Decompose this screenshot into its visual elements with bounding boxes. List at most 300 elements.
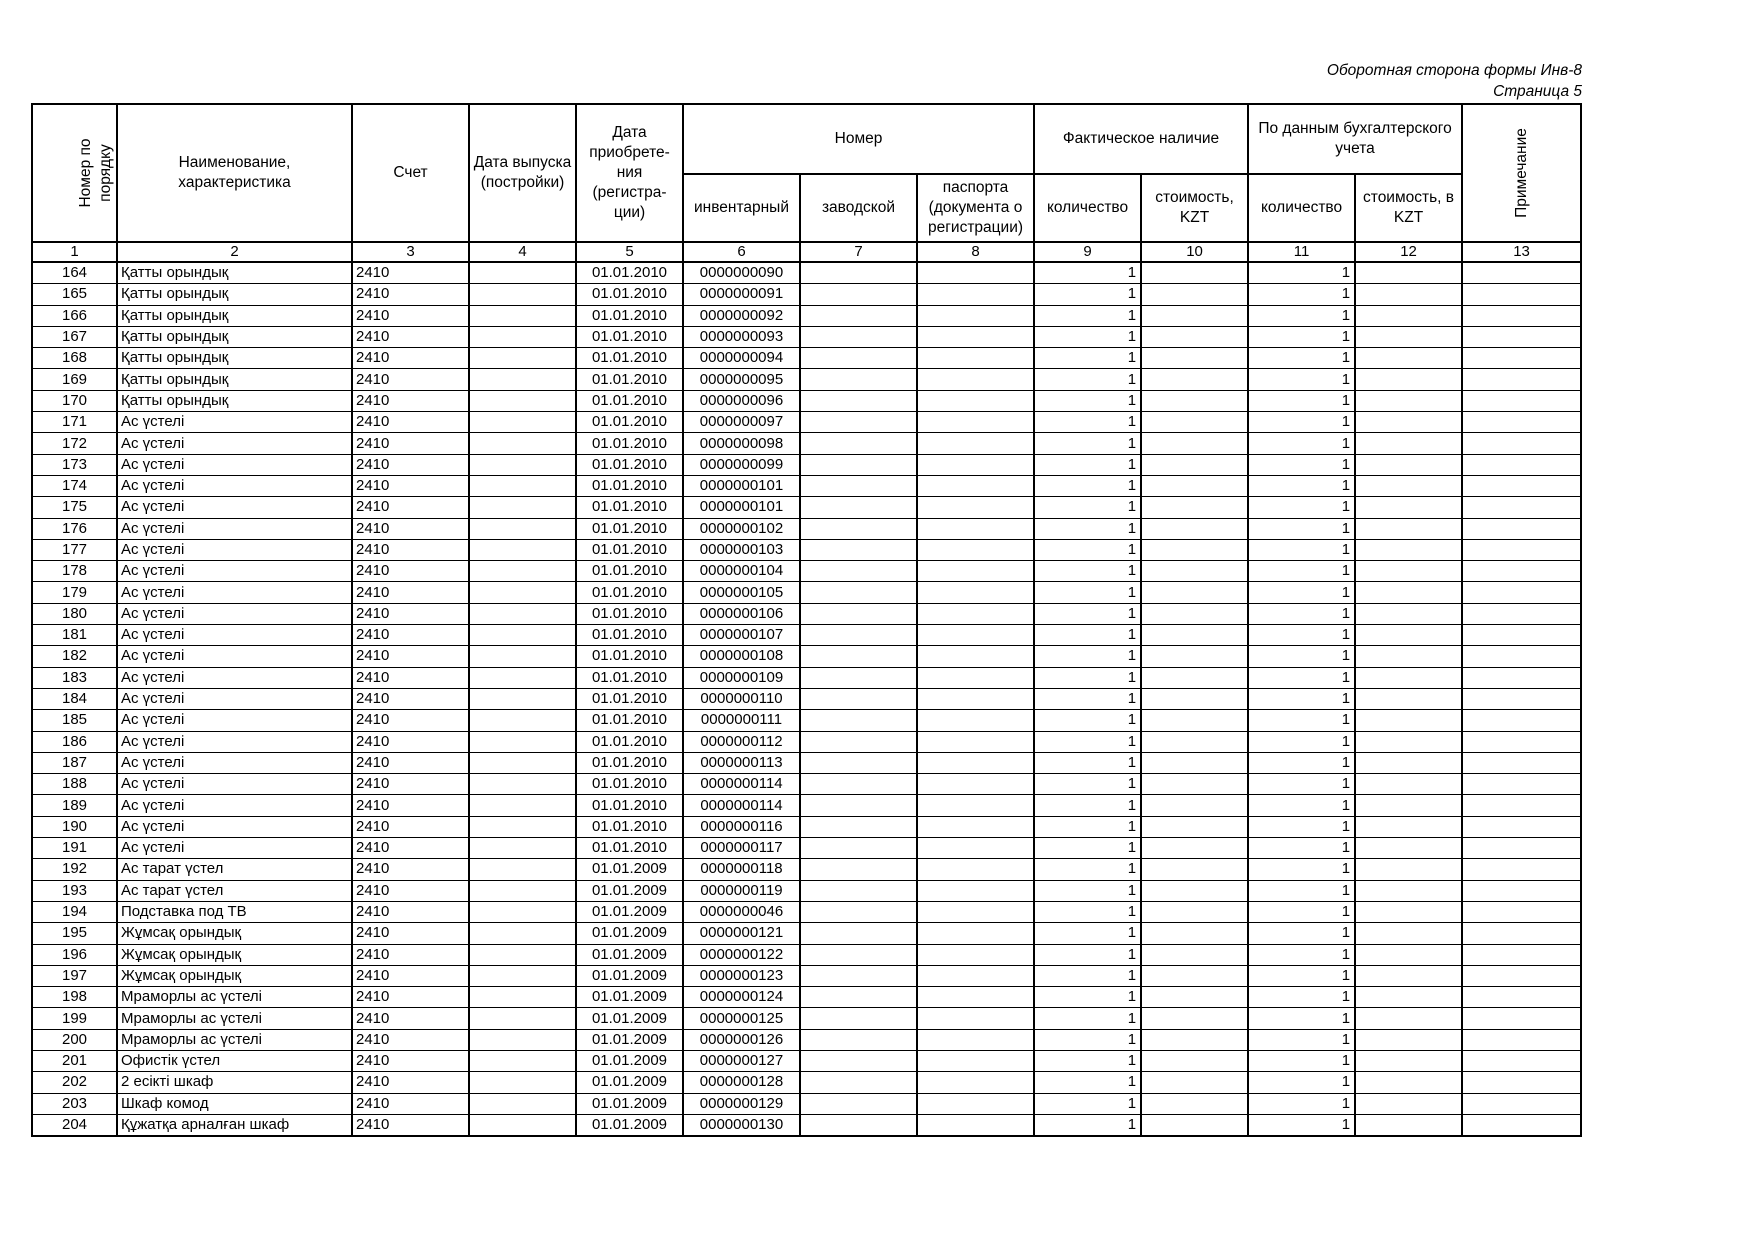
note-cell <box>1462 284 1581 305</box>
book-cost-cell <box>1355 944 1462 965</box>
book-cost-cell <box>1355 1072 1462 1093</box>
actual-qty-cell: 1 <box>1034 838 1141 859</box>
inventory-number-cell: 0000000095 <box>683 369 800 390</box>
name-cell: Ас үстелі <box>117 561 352 582</box>
actual-cost-cell <box>1141 752 1248 773</box>
name-cell: Ас үстелі <box>117 454 352 475</box>
release-date-cell <box>469 603 576 624</box>
row-number-cell: 170 <box>32 390 117 411</box>
actual-cost-cell <box>1141 646 1248 667</box>
col-header-book-cost: стоимость, в KZT <box>1355 174 1462 242</box>
name-cell: Құжатқа арналған шкаф <box>117 1114 352 1136</box>
inventory-number-cell: 0000000126 <box>683 1029 800 1050</box>
inventory-number-cell: 0000000110 <box>683 688 800 709</box>
note-cell <box>1462 987 1581 1008</box>
table-row <box>32 539 1581 560</box>
table-row <box>32 795 1581 816</box>
passport-cell <box>917 625 1034 646</box>
factory-number-cell <box>800 1008 917 1029</box>
passport-cell <box>917 1093 1034 1114</box>
table-row <box>32 284 1581 305</box>
name-cell: Шкаф комод <box>117 1093 352 1114</box>
col-header-actual-cost: стоимость, KZT <box>1141 174 1248 242</box>
factory-number-cell <box>800 1093 917 1114</box>
table-row <box>32 326 1581 347</box>
actual-cost-cell <box>1141 603 1248 624</box>
acquisition-date-cell: 01.01.2009 <box>576 1050 683 1071</box>
row-number-cell: 192 <box>32 859 117 880</box>
inventory-number-cell: 0000000119 <box>683 880 800 901</box>
passport-cell <box>917 412 1034 433</box>
book-cost-cell <box>1355 518 1462 539</box>
release-date-cell <box>469 497 576 518</box>
actual-qty-cell: 1 <box>1034 1029 1141 1050</box>
name-cell: Ас үстелі <box>117 518 352 539</box>
release-date-cell <box>469 816 576 837</box>
inventory-number-cell: 0000000124 <box>683 987 800 1008</box>
book-qty-cell: 1 <box>1248 774 1355 795</box>
book-qty-cell: 1 <box>1248 582 1355 603</box>
name-cell: Ас үстелі <box>117 433 352 454</box>
actual-cost-cell <box>1141 497 1248 518</box>
factory-number-cell <box>800 539 917 560</box>
note-cell <box>1462 348 1581 369</box>
book-cost-cell <box>1355 838 1462 859</box>
row-number-cell: 166 <box>32 305 117 326</box>
book-cost-cell <box>1355 667 1462 688</box>
table-row <box>32 390 1581 411</box>
book-qty-cell: 1 <box>1248 1050 1355 1071</box>
passport-cell <box>917 582 1034 603</box>
actual-cost-cell <box>1141 561 1248 582</box>
book-cost-cell <box>1355 582 1462 603</box>
note-cell <box>1462 646 1581 667</box>
release-date-cell <box>469 1008 576 1029</box>
factory-number-cell <box>800 987 917 1008</box>
account-cell: 2410 <box>352 646 469 667</box>
factory-number-cell <box>800 795 917 816</box>
actual-cost-cell <box>1141 923 1248 944</box>
book-cost-cell <box>1355 1114 1462 1136</box>
book-cost-cell <box>1355 348 1462 369</box>
actual-cost-cell <box>1141 284 1248 305</box>
note-cell <box>1462 965 1581 986</box>
inventory-number-cell: 0000000096 <box>683 390 800 411</box>
table-row <box>32 774 1581 795</box>
inventory-number-cell: 0000000098 <box>683 433 800 454</box>
book-qty-cell: 1 <box>1248 284 1355 305</box>
factory-number-cell <box>800 646 917 667</box>
book-qty-cell: 1 <box>1248 901 1355 922</box>
inventory-number-cell: 0000000107 <box>683 625 800 646</box>
book-qty-cell: 1 <box>1248 667 1355 688</box>
note-cell <box>1462 774 1581 795</box>
table-row <box>32 518 1581 539</box>
release-date-cell <box>469 923 576 944</box>
col-group-number: Номер <box>683 104 1034 174</box>
acquisition-date-cell: 01.01.2009 <box>576 1072 683 1093</box>
row-number-cell: 195 <box>32 923 117 944</box>
book-cost-cell <box>1355 433 1462 454</box>
passport-cell <box>917 667 1034 688</box>
release-date-cell <box>469 412 576 433</box>
account-cell: 2410 <box>352 518 469 539</box>
row-number-cell: 169 <box>32 369 117 390</box>
book-qty-cell: 1 <box>1248 625 1355 646</box>
note-cell <box>1462 518 1581 539</box>
release-date-cell <box>469 433 576 454</box>
acquisition-date-cell: 01.01.2010 <box>576 731 683 752</box>
factory-number-cell <box>800 880 917 901</box>
note-cell <box>1462 582 1581 603</box>
col-header-account: Счет <box>352 104 469 242</box>
acquisition-date-cell: 01.01.2010 <box>576 497 683 518</box>
book-cost-cell <box>1355 923 1462 944</box>
book-cost-cell <box>1355 539 1462 560</box>
passport-cell <box>917 262 1034 284</box>
account-cell: 2410 <box>352 603 469 624</box>
table-row <box>32 752 1581 773</box>
book-cost-cell <box>1355 475 1462 496</box>
acquisition-date-cell: 01.01.2010 <box>576 838 683 859</box>
actual-qty-cell: 1 <box>1034 625 1141 646</box>
book-cost-cell <box>1355 880 1462 901</box>
acquisition-date-cell: 01.01.2009 <box>576 1114 683 1136</box>
col-header-inventory: инвентарный <box>683 174 800 242</box>
book-qty-cell: 1 <box>1248 326 1355 347</box>
inventory-number-cell: 0000000129 <box>683 1093 800 1114</box>
account-cell: 2410 <box>352 1029 469 1050</box>
release-date-cell <box>469 390 576 411</box>
row-number-cell: 202 <box>32 1072 117 1093</box>
account-cell: 2410 <box>352 901 469 922</box>
name-cell: Ас тарат үстел <box>117 880 352 901</box>
table-row <box>32 880 1581 901</box>
passport-cell <box>917 369 1034 390</box>
actual-cost-cell <box>1141 326 1248 347</box>
note-cell <box>1462 433 1581 454</box>
inventory-number-cell: 0000000104 <box>683 561 800 582</box>
acquisition-date-cell: 01.01.2009 <box>576 1029 683 1050</box>
note-cell <box>1462 369 1581 390</box>
book-cost-cell <box>1355 688 1462 709</box>
actual-cost-cell <box>1141 965 1248 986</box>
table-row <box>32 816 1581 837</box>
name-cell: Ас үстелі <box>117 475 352 496</box>
actual-qty-cell: 1 <box>1034 497 1141 518</box>
actual-cost-cell <box>1141 582 1248 603</box>
col-header-number: Номер по порядку <box>32 104 117 242</box>
note-cell <box>1462 944 1581 965</box>
inventory-number-cell: 0000000127 <box>683 1050 800 1071</box>
acquisition-date-cell: 01.01.2010 <box>576 774 683 795</box>
passport-cell <box>917 1072 1034 1093</box>
book-cost-cell <box>1355 987 1462 1008</box>
factory-number-cell <box>800 1114 917 1136</box>
book-cost-cell <box>1355 1093 1462 1114</box>
release-date-cell <box>469 582 576 603</box>
note-cell <box>1462 1050 1581 1071</box>
inventory-number-cell: 0000000130 <box>683 1114 800 1136</box>
row-number-cell: 168 <box>32 348 117 369</box>
book-qty-cell: 1 <box>1248 752 1355 773</box>
passport-cell <box>917 475 1034 496</box>
book-qty-cell: 1 <box>1248 539 1355 560</box>
account-cell: 2410 <box>352 1008 469 1029</box>
actual-cost-cell <box>1141 262 1248 284</box>
factory-number-cell <box>800 284 917 305</box>
note-cell <box>1462 859 1581 880</box>
row-number-cell: 200 <box>32 1029 117 1050</box>
name-cell: Ас үстелі <box>117 667 352 688</box>
book-cost-cell <box>1355 326 1462 347</box>
book-qty-cell: 1 <box>1248 518 1355 539</box>
account-cell: 2410 <box>352 774 469 795</box>
note-cell <box>1462 326 1581 347</box>
row-number-cell: 193 <box>32 880 117 901</box>
account-cell: 2410 <box>352 923 469 944</box>
book-qty-cell: 1 <box>1248 795 1355 816</box>
actual-cost-cell <box>1141 1008 1248 1029</box>
book-cost-cell <box>1355 625 1462 646</box>
note-cell <box>1462 880 1581 901</box>
name-cell: Қатты орындық <box>117 326 352 347</box>
note-cell <box>1462 838 1581 859</box>
table-row <box>32 859 1581 880</box>
account-cell: 2410 <box>352 752 469 773</box>
row-number-cell: 181 <box>32 625 117 646</box>
name-cell: Ас үстелі <box>117 688 352 709</box>
actual-cost-cell <box>1141 795 1248 816</box>
passport-cell <box>917 1050 1034 1071</box>
passport-cell <box>917 816 1034 837</box>
row-number-cell: 186 <box>32 731 117 752</box>
table-row <box>32 369 1581 390</box>
acquisition-date-cell: 01.01.2010 <box>576 561 683 582</box>
release-date-cell <box>469 731 576 752</box>
release-date-cell <box>469 944 576 965</box>
account-cell: 2410 <box>352 731 469 752</box>
name-cell: Қатты орындық <box>117 369 352 390</box>
actual-qty-cell: 1 <box>1034 1050 1141 1071</box>
acquisition-date-cell: 01.01.2010 <box>576 625 683 646</box>
name-cell: Ас үстелі <box>117 603 352 624</box>
name-cell: Жұмсақ орындық <box>117 923 352 944</box>
actual-qty-cell: 1 <box>1034 1008 1141 1029</box>
actual-cost-cell <box>1141 1114 1248 1136</box>
row-number-cell: 164 <box>32 262 117 284</box>
actual-qty-cell: 1 <box>1034 667 1141 688</box>
note-cell <box>1462 752 1581 773</box>
acquisition-date-cell: 01.01.2009 <box>576 987 683 1008</box>
row-number-cell: 194 <box>32 901 117 922</box>
inventory-number-cell: 0000000090 <box>683 262 800 284</box>
name-cell: Мраморлы ас үстелі <box>117 987 352 1008</box>
account-cell: 2410 <box>352 262 469 284</box>
passport-cell <box>917 433 1034 454</box>
actual-qty-cell: 1 <box>1034 710 1141 731</box>
passport-cell <box>917 944 1034 965</box>
row-number-cell: 179 <box>32 582 117 603</box>
release-date-cell <box>469 369 576 390</box>
name-cell: Ас үстелі <box>117 582 352 603</box>
inventory-number-cell: 0000000103 <box>683 539 800 560</box>
page-number: Страница 5 <box>1493 83 1582 100</box>
actual-qty-cell: 1 <box>1034 326 1141 347</box>
release-date-cell <box>469 646 576 667</box>
actual-qty-cell: 1 <box>1034 774 1141 795</box>
note-cell <box>1462 561 1581 582</box>
book-cost-cell <box>1355 752 1462 773</box>
acquisition-date-cell: 01.01.2009 <box>576 859 683 880</box>
col-header-acquisition-date: Дата приобрете-ния (регистра-ции) <box>576 104 683 242</box>
name-cell: Ас тарат үстел <box>117 859 352 880</box>
name-cell: Қатты орындық <box>117 305 352 326</box>
inventory-number-cell: 0000000093 <box>683 326 800 347</box>
inventory-number-cell: 0000000114 <box>683 795 800 816</box>
actual-qty-cell: 1 <box>1034 539 1141 560</box>
actual-qty-cell: 1 <box>1034 1093 1141 1114</box>
release-date-cell <box>469 262 576 284</box>
actual-qty-cell: 1 <box>1034 752 1141 773</box>
column-number: 5 <box>576 242 683 262</box>
acquisition-date-cell: 01.01.2010 <box>576 262 683 284</box>
inventory-number-cell: 0000000125 <box>683 1008 800 1029</box>
release-date-cell <box>469 284 576 305</box>
passport-cell <box>917 880 1034 901</box>
book-qty-cell: 1 <box>1248 433 1355 454</box>
table-row <box>32 1093 1581 1114</box>
acquisition-date-cell: 01.01.2010 <box>576 475 683 496</box>
account-cell: 2410 <box>352 838 469 859</box>
note-cell <box>1462 923 1581 944</box>
factory-number-cell <box>800 731 917 752</box>
row-number-cell: 201 <box>32 1050 117 1071</box>
factory-number-cell <box>800 1072 917 1093</box>
actual-qty-cell: 1 <box>1034 518 1141 539</box>
name-cell: Мраморлы ас үстелі <box>117 1029 352 1050</box>
book-qty-cell: 1 <box>1248 710 1355 731</box>
acquisition-date-cell: 01.01.2009 <box>576 1093 683 1114</box>
row-number-cell: 198 <box>32 987 117 1008</box>
actual-qty-cell: 1 <box>1034 454 1141 475</box>
account-cell: 2410 <box>352 369 469 390</box>
book-qty-cell: 1 <box>1248 880 1355 901</box>
release-date-cell <box>469 326 576 347</box>
inventory-number-cell: 0000000092 <box>683 305 800 326</box>
inventory-number-cell: 0000000101 <box>683 475 800 496</box>
column-number: 4 <box>469 242 576 262</box>
acquisition-date-cell: 01.01.2010 <box>576 454 683 475</box>
inventory-number-cell: 0000000046 <box>683 901 800 922</box>
column-number: 1 <box>32 242 117 262</box>
actual-cost-cell <box>1141 369 1248 390</box>
account-cell: 2410 <box>352 284 469 305</box>
acquisition-date-cell: 01.01.2010 <box>576 433 683 454</box>
account-cell: 2410 <box>352 348 469 369</box>
table-row <box>32 625 1581 646</box>
column-number: 13 <box>1462 242 1581 262</box>
table-row <box>32 1050 1581 1071</box>
acquisition-date-cell: 01.01.2010 <box>576 688 683 709</box>
note-cell <box>1462 262 1581 284</box>
factory-number-cell <box>800 965 917 986</box>
actual-qty-cell: 1 <box>1034 412 1141 433</box>
acquisition-date-cell: 01.01.2010 <box>576 795 683 816</box>
col-group-actual: Фактическое наличие <box>1034 104 1248 174</box>
passport-cell <box>917 752 1034 773</box>
note-cell <box>1462 305 1581 326</box>
row-number-cell: 190 <box>32 816 117 837</box>
acquisition-date-cell: 01.01.2010 <box>576 603 683 624</box>
passport-cell <box>917 497 1034 518</box>
book-cost-cell <box>1355 305 1462 326</box>
note-cell <box>1462 497 1581 518</box>
account-cell: 2410 <box>352 454 469 475</box>
actual-cost-cell <box>1141 305 1248 326</box>
column-number: 2 <box>117 242 352 262</box>
name-cell: Ас үстелі <box>117 710 352 731</box>
passport-cell <box>917 518 1034 539</box>
inventory-number-cell: 0000000113 <box>683 752 800 773</box>
column-number: 3 <box>352 242 469 262</box>
book-qty-cell: 1 <box>1248 305 1355 326</box>
factory-number-cell <box>800 433 917 454</box>
account-cell: 2410 <box>352 965 469 986</box>
release-date-cell <box>469 539 576 560</box>
inventory-number-cell: 0000000111 <box>683 710 800 731</box>
column-number: 7 <box>800 242 917 262</box>
actual-qty-cell: 1 <box>1034 816 1141 837</box>
passport-cell <box>917 731 1034 752</box>
actual-qty-cell: 1 <box>1034 859 1141 880</box>
passport-cell <box>917 1114 1034 1136</box>
factory-number-cell <box>800 816 917 837</box>
factory-number-cell <box>800 838 917 859</box>
actual-qty-cell: 1 <box>1034 1114 1141 1136</box>
factory-number-cell <box>800 262 917 284</box>
name-cell: Офистік үстел <box>117 1050 352 1071</box>
factory-number-cell <box>800 561 917 582</box>
book-cost-cell <box>1355 710 1462 731</box>
passport-cell <box>917 454 1034 475</box>
note-cell <box>1462 412 1581 433</box>
note-cell <box>1462 688 1581 709</box>
note-cell <box>1462 667 1581 688</box>
table-row <box>32 454 1581 475</box>
passport-cell <box>917 859 1034 880</box>
factory-number-cell <box>800 582 917 603</box>
row-number-cell: 187 <box>32 752 117 773</box>
release-date-cell <box>469 1072 576 1093</box>
release-date-cell <box>469 838 576 859</box>
row-number-cell: 175 <box>32 497 117 518</box>
account-cell: 2410 <box>352 475 469 496</box>
passport-cell <box>917 539 1034 560</box>
col-header-name: Наименование, характеристика <box>117 104 352 242</box>
factory-number-cell <box>800 923 917 944</box>
inventory-number-cell: 0000000114 <box>683 774 800 795</box>
acquisition-date-cell: 01.01.2010 <box>576 518 683 539</box>
actual-cost-cell <box>1141 731 1248 752</box>
acquisition-date-cell: 01.01.2010 <box>576 816 683 837</box>
release-date-cell <box>469 454 576 475</box>
table-row <box>32 305 1581 326</box>
book-qty-cell: 1 <box>1248 390 1355 411</box>
actual-qty-cell: 1 <box>1034 944 1141 965</box>
factory-number-cell <box>800 369 917 390</box>
actual-cost-cell <box>1141 412 1248 433</box>
